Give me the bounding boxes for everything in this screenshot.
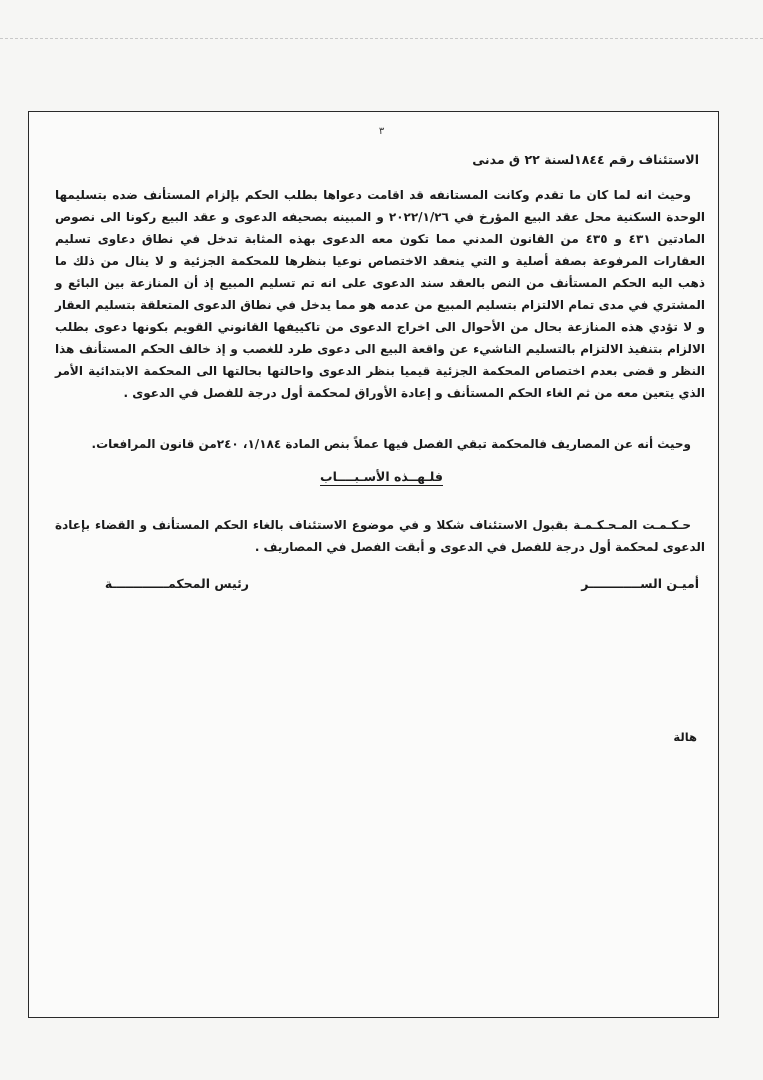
author-name: هالة xyxy=(673,730,697,744)
page-top-rule xyxy=(0,38,763,39)
page-number: ٣ xyxy=(378,126,385,137)
reasons-heading xyxy=(0,469,763,484)
case-number-line: الاستئناف رقم ١٨٤٤لسنة ٢٢ ق مدنى xyxy=(472,152,699,167)
ruling-paragraph: حـكـمـت المـحـكـمـة بقبول الاستئناف شكلا و في موضوع الاستئناف بالغاء الحكم المستأنف و القضاء بإعادة الدعوى لمحكمة أول درجة للفصل في الدعوى و أبقت الفصل في المصاريف . xyxy=(55,518,705,554)
reasoning-paragraph: وحيث انه لما كان ما تقدم وكانت المستانفه قد اقامت دعواها بطلب الحكم بإلزام المستأنف ضده بتسليمها الوحدة السكنية محل عقد البيع المؤرخ في ٢٠٢٢/١/٢٦ و المبينه بصحيفه الدعوى و عقد البيع ركونا الى نصوص المادتين ٤٣١ و ٤٣٥ من القانون المدني مما تكون معه الدعوى بهذه المثابة تدخل في نطاق دعاوى تسليم العقارات المرفوعة بصفة أصلية و التي ينعقد الاختصاص نوعيا بنظرها للمحكمة الجزئية و لا ينال من ذلك ما ذهب اليه الحكم المستأنف من النص بالعقد سند الدعوى على انه تم تسليم المبيع إذ أن المنازعة بين البائع و المشتري في مدى تمام الالتزام بتسليم المبيع من عدمه هو مما يدخل في نطاق الدعوى المتعلقة بتسليم العقار و لا تؤدي هذه المنازعة بحال من الأحوال الى اخراج الدعوى من تاكييفها القانوني القويم بكونها دعوى بطلب الالزام بتنفيذ الالتزام بالتسليم الناشيء عن واقعة البيع الى دعوى طرد للغصب و إذ خالف الحكم المستأنف هذا النظر و قضى بعدم اختصاص المحكمة الجزئية قيميا بنظر الدعوى واحالتها بحالتها الى المحكمة الابتدائية الأمر الذي يتعين معه من ثم الغاء الحكم المستأنف و إعادة الأوراق لمحكمة أول درجة للفصل في الدعوى . xyxy=(55,188,706,400)
president-signature-label: رئيس المحكمـــــــــــــة xyxy=(104,576,249,591)
expenses-paragraph: وحيث أنه عن المصاريف فالمحكمة تبقي الفصل فيها عملاً بنص المادة ١/١٨٤، ٢٤٠من قانون المرافعات. xyxy=(91,437,691,451)
secretary-signature-label: أميـن الســــــــــــر xyxy=(581,576,699,591)
reasons-heading-text: فلـهــذه الأسـبــــاب xyxy=(320,469,443,484)
